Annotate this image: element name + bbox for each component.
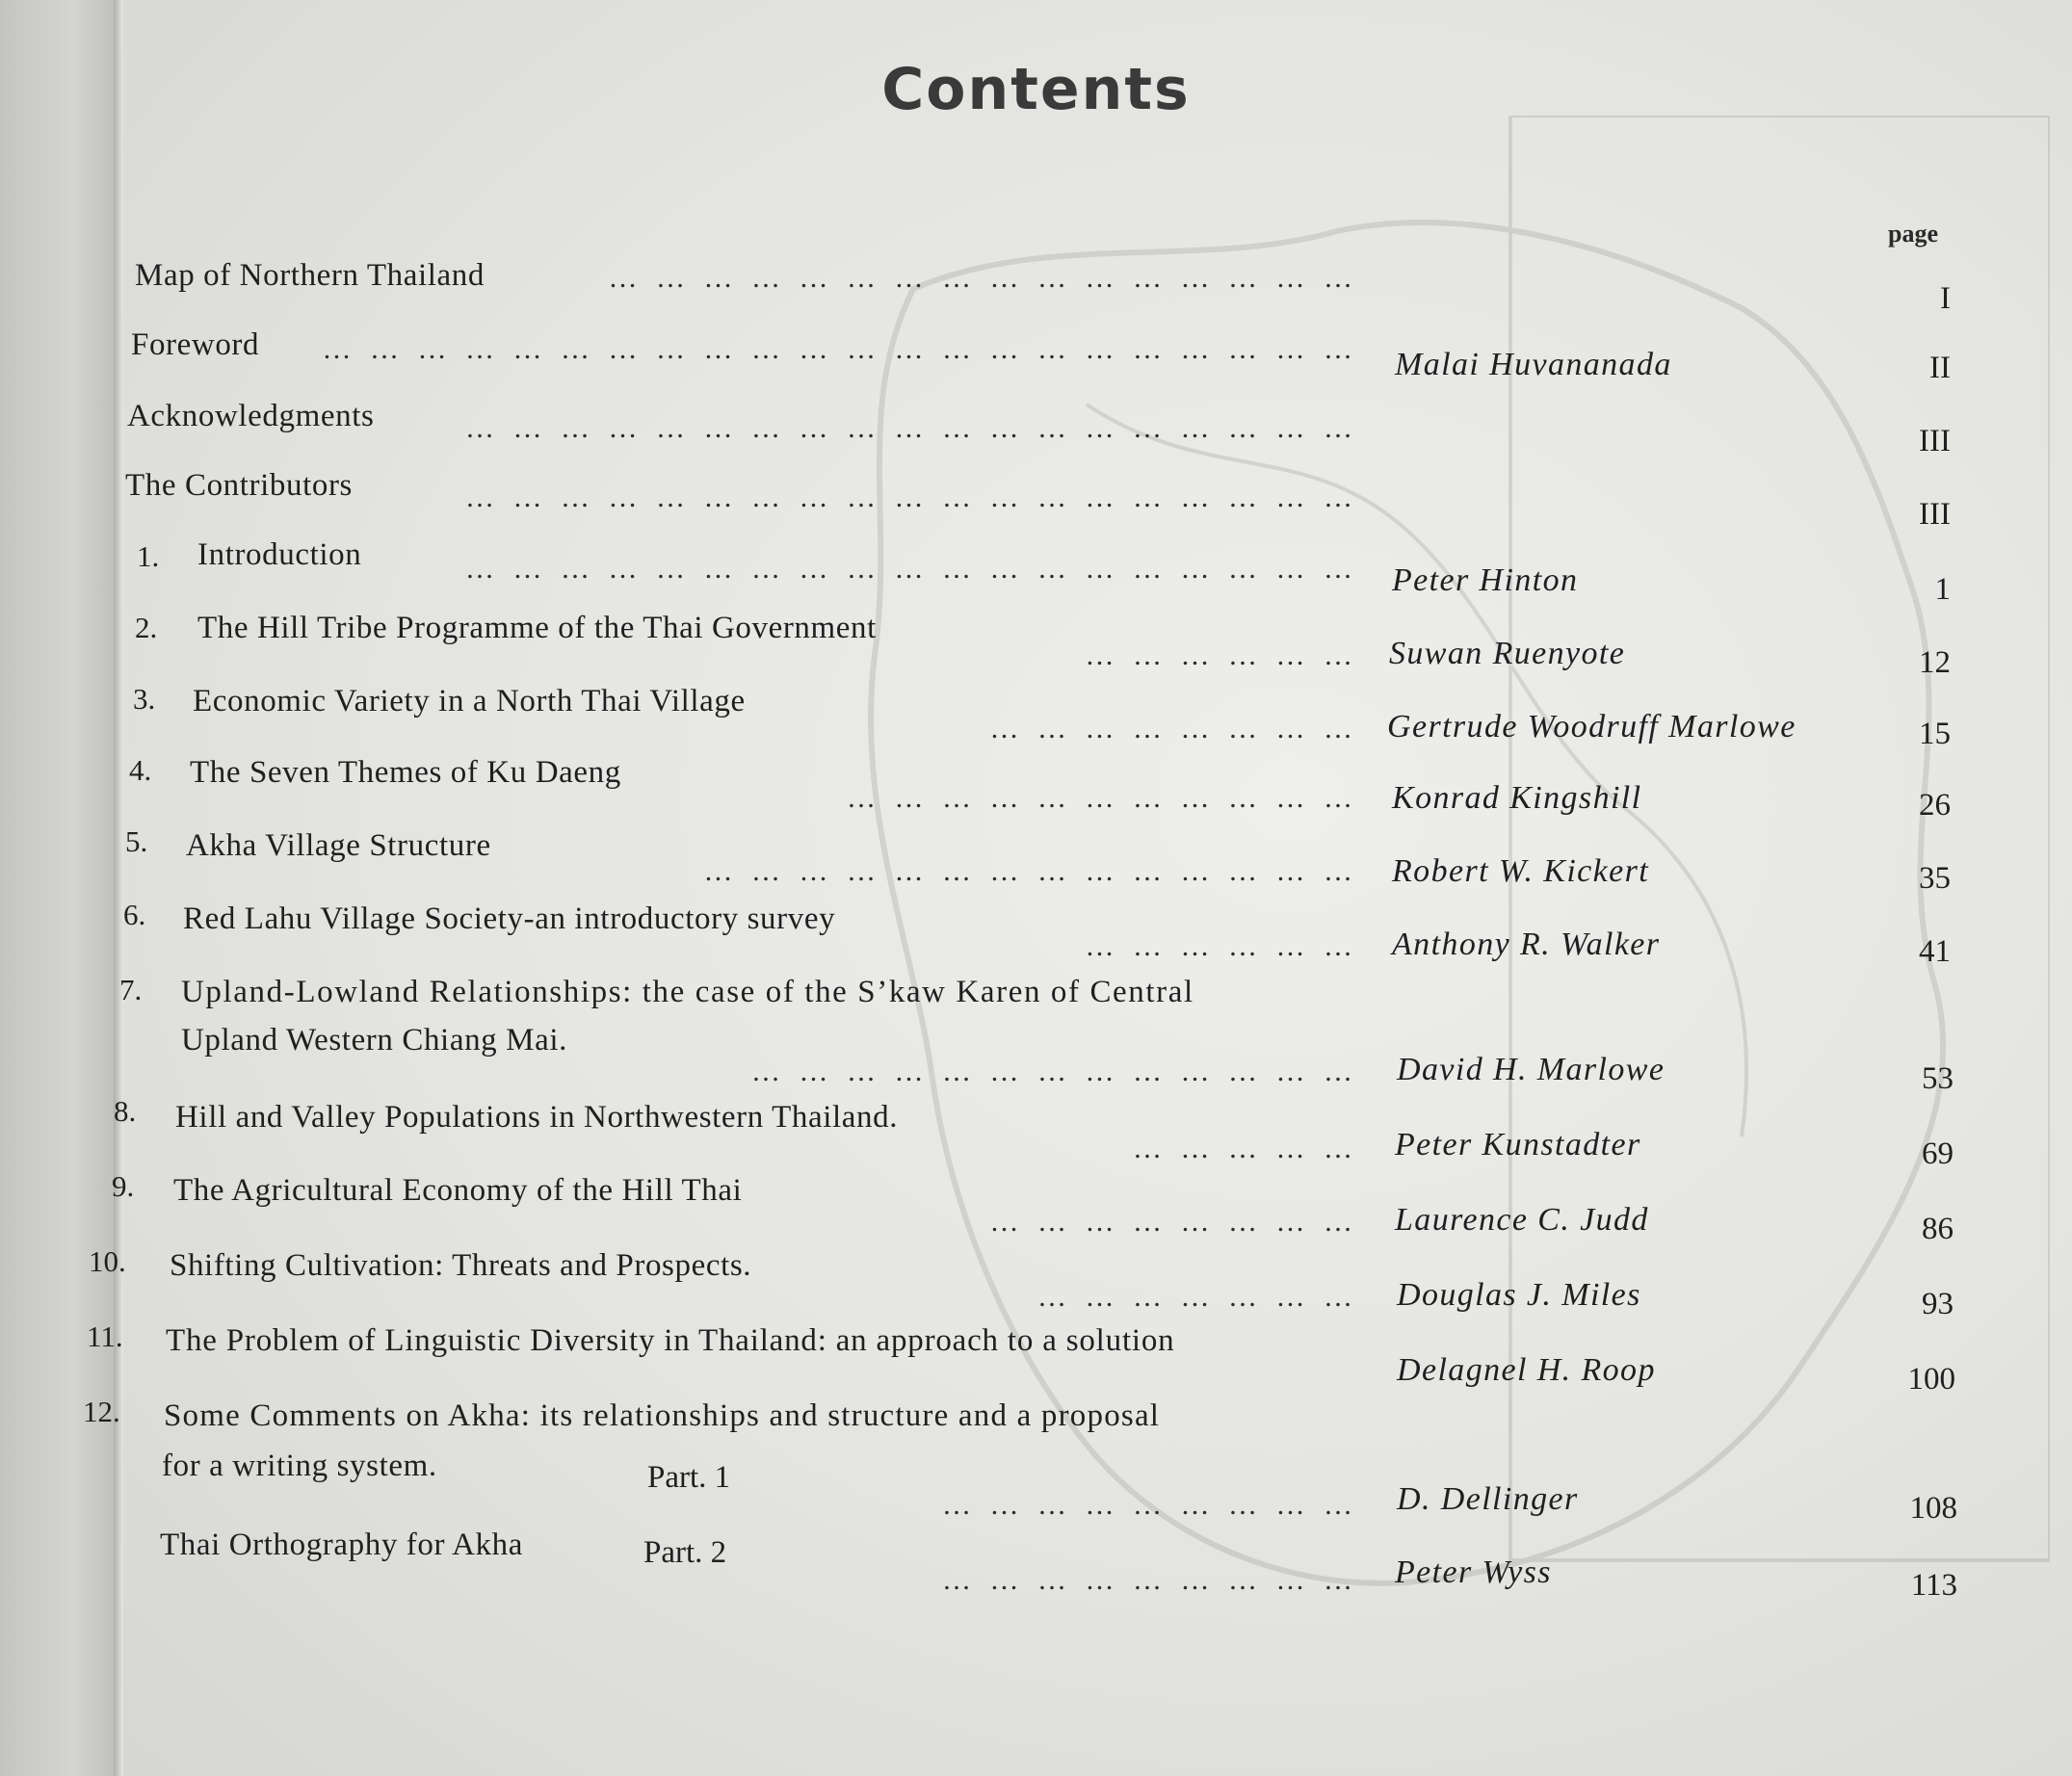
chapter-page-number: 1 (1934, 572, 1951, 607)
chapter-number: 12. (83, 1395, 120, 1428)
chapter-page-number: 35 (1919, 861, 1951, 896)
chapter-page-number: 12 (1919, 645, 1951, 680)
leader-dots: … … … … … … (1085, 640, 1358, 671)
chapter-title-line: Upland-Lowland Relationships: the case of the S’kaw Karen of Central (181, 975, 1194, 1009)
chapter-part-label: Part. 1 (647, 1460, 731, 1495)
chapter-page-number: 69 (1922, 1136, 1954, 1171)
chapter-number: 10. (89, 1244, 126, 1278)
chapter-page-number: 53 (1922, 1061, 1954, 1096)
chapter-number: 1. (137, 539, 160, 573)
chapter-number: 6. (123, 898, 146, 931)
chapter-title: Shifting Cultivation: Threats and Prospects. (170, 1248, 752, 1283)
book-gutter (0, 0, 120, 1776)
chapter-page-number: 108 (1909, 1491, 1957, 1526)
entry-title: Map of Northern Thailand (135, 258, 485, 293)
chapter-number: 3. (133, 682, 156, 716)
leader-dots: … … … … … … (1085, 930, 1358, 962)
chapter-page-number: 86 (1922, 1212, 1954, 1246)
leader-dots: … … … … … … … … … … … … … … … … (608, 262, 1358, 294)
entry-page-number: II (1929, 351, 1951, 385)
page-title: Contents (881, 56, 1191, 123)
chapter-author: Peter Wyss (1395, 1554, 1552, 1590)
chapter-title: Red Lahu Village Society-an introductory survey (183, 901, 836, 936)
leader-dots: … … … … … … … … … … … … … … … … … … … … … … (322, 333, 1358, 365)
chapter-author: Peter Hinton (1392, 562, 1579, 598)
chapter-author: Delagnel H. Roop (1397, 1352, 1656, 1388)
chapter-page-number: 113 (1910, 1568, 1957, 1603)
chapter-title: Upland Western Chiang Mai. (181, 1023, 567, 1058)
chapter-title: Economic Variety in a North Thai Village (193, 684, 746, 718)
page-edge-shadow (114, 0, 123, 1776)
leader-dots: … … … … … … … … … … … … … … … … … … … (465, 412, 1358, 444)
chapter-author: D. Dellinger (1397, 1481, 1579, 1517)
chapter-title: The Agricultural Economy of the Hill Thai (173, 1173, 743, 1208)
chapter-author: Anthony R. Walker (1392, 927, 1661, 962)
leader-dots: … … … … … … … … … … … … … … (703, 855, 1358, 887)
chapter-number: 4. (129, 753, 152, 787)
leader-dots: … … … … … … … … … … … … … (751, 1056, 1358, 1087)
chapter-author: Suwan Ruenyote (1389, 636, 1626, 671)
leader-dots: … … … … … … … … … … … (847, 782, 1358, 814)
chapter-title: Akha Village Structure (186, 828, 491, 863)
chapter-page-number: 15 (1919, 717, 1951, 751)
chapter-part-label: Part. 2 (643, 1535, 727, 1570)
chapter-author: Robert W. Kickert (1392, 853, 1650, 889)
leader-dots: … … … … … … … … … (942, 1564, 1358, 1596)
chapter-title: Thai Orthography for Akha (160, 1528, 523, 1562)
chapter-author: Laurence C. Judd (1395, 1202, 1649, 1238)
chapter-author: Gertrude Woodruff Marlowe (1387, 709, 1797, 744)
chapter-number: 9. (112, 1169, 135, 1203)
chapter-title: The Hill Tribe Programme of the Thai Government (197, 611, 877, 645)
chapter-page-number: 26 (1919, 788, 1951, 823)
chapter-title: Introduction (197, 537, 362, 572)
entry-title: Acknowledgments (127, 399, 375, 433)
leader-dots: … … … … … … … … … … … … … … … … … … … (465, 553, 1358, 585)
chapter-number: 11. (87, 1319, 123, 1353)
entry-page-number: III (1919, 497, 1951, 532)
leader-dots: … … … … … … … (1037, 1281, 1358, 1313)
chapter-number: 5. (125, 824, 148, 858)
chapter-page-number: 41 (1919, 934, 1951, 969)
chapter-title-line: Some Comments on Akha: its relationships and structure and a proposal (164, 1398, 1161, 1433)
entry-title: Foreword (131, 327, 260, 362)
chapter-title: Hill and Valley Populations in Northwestern Thailand. (175, 1100, 899, 1135)
leader-dots: … … … … … … … … (989, 713, 1358, 744)
entry-author: Malai Huvananada (1395, 347, 1672, 382)
chapter-number: 2. (135, 611, 158, 644)
chapter-title: The Problem of Linguistic Diversity in Thailand: an approach to a solution (166, 1323, 1175, 1358)
leader-dots: … … … … … … … … … (942, 1489, 1358, 1521)
entry-page-number: I (1940, 281, 1951, 316)
chapter-author: Peter Kunstadter (1395, 1127, 1641, 1162)
entry-page-number: III (1919, 424, 1951, 458)
chapter-number: 8. (114, 1094, 137, 1128)
entry-title: The Contributors (125, 468, 353, 503)
chapter-author: David H. Marlowe (1397, 1052, 1665, 1087)
leader-dots: … … … … … … … … … … … … … … … … … … … (465, 482, 1358, 513)
chapter-title: for a writing system. (162, 1449, 437, 1483)
chapter-author: Douglas J. Miles (1397, 1277, 1641, 1313)
leader-dots: … … … … … … … … (989, 1206, 1358, 1238)
chapter-author: Konrad Kingshill (1392, 780, 1642, 816)
chapter-page-number: 100 (1907, 1362, 1955, 1397)
chapter-number: 7. (119, 973, 143, 1006)
chapter-title: The Seven Themes of Ku Daeng (190, 755, 621, 790)
leader-dots: … … … … … (1133, 1133, 1358, 1164)
page-column-label: page (1888, 220, 1938, 248)
chapter-page-number: 93 (1922, 1287, 1954, 1321)
